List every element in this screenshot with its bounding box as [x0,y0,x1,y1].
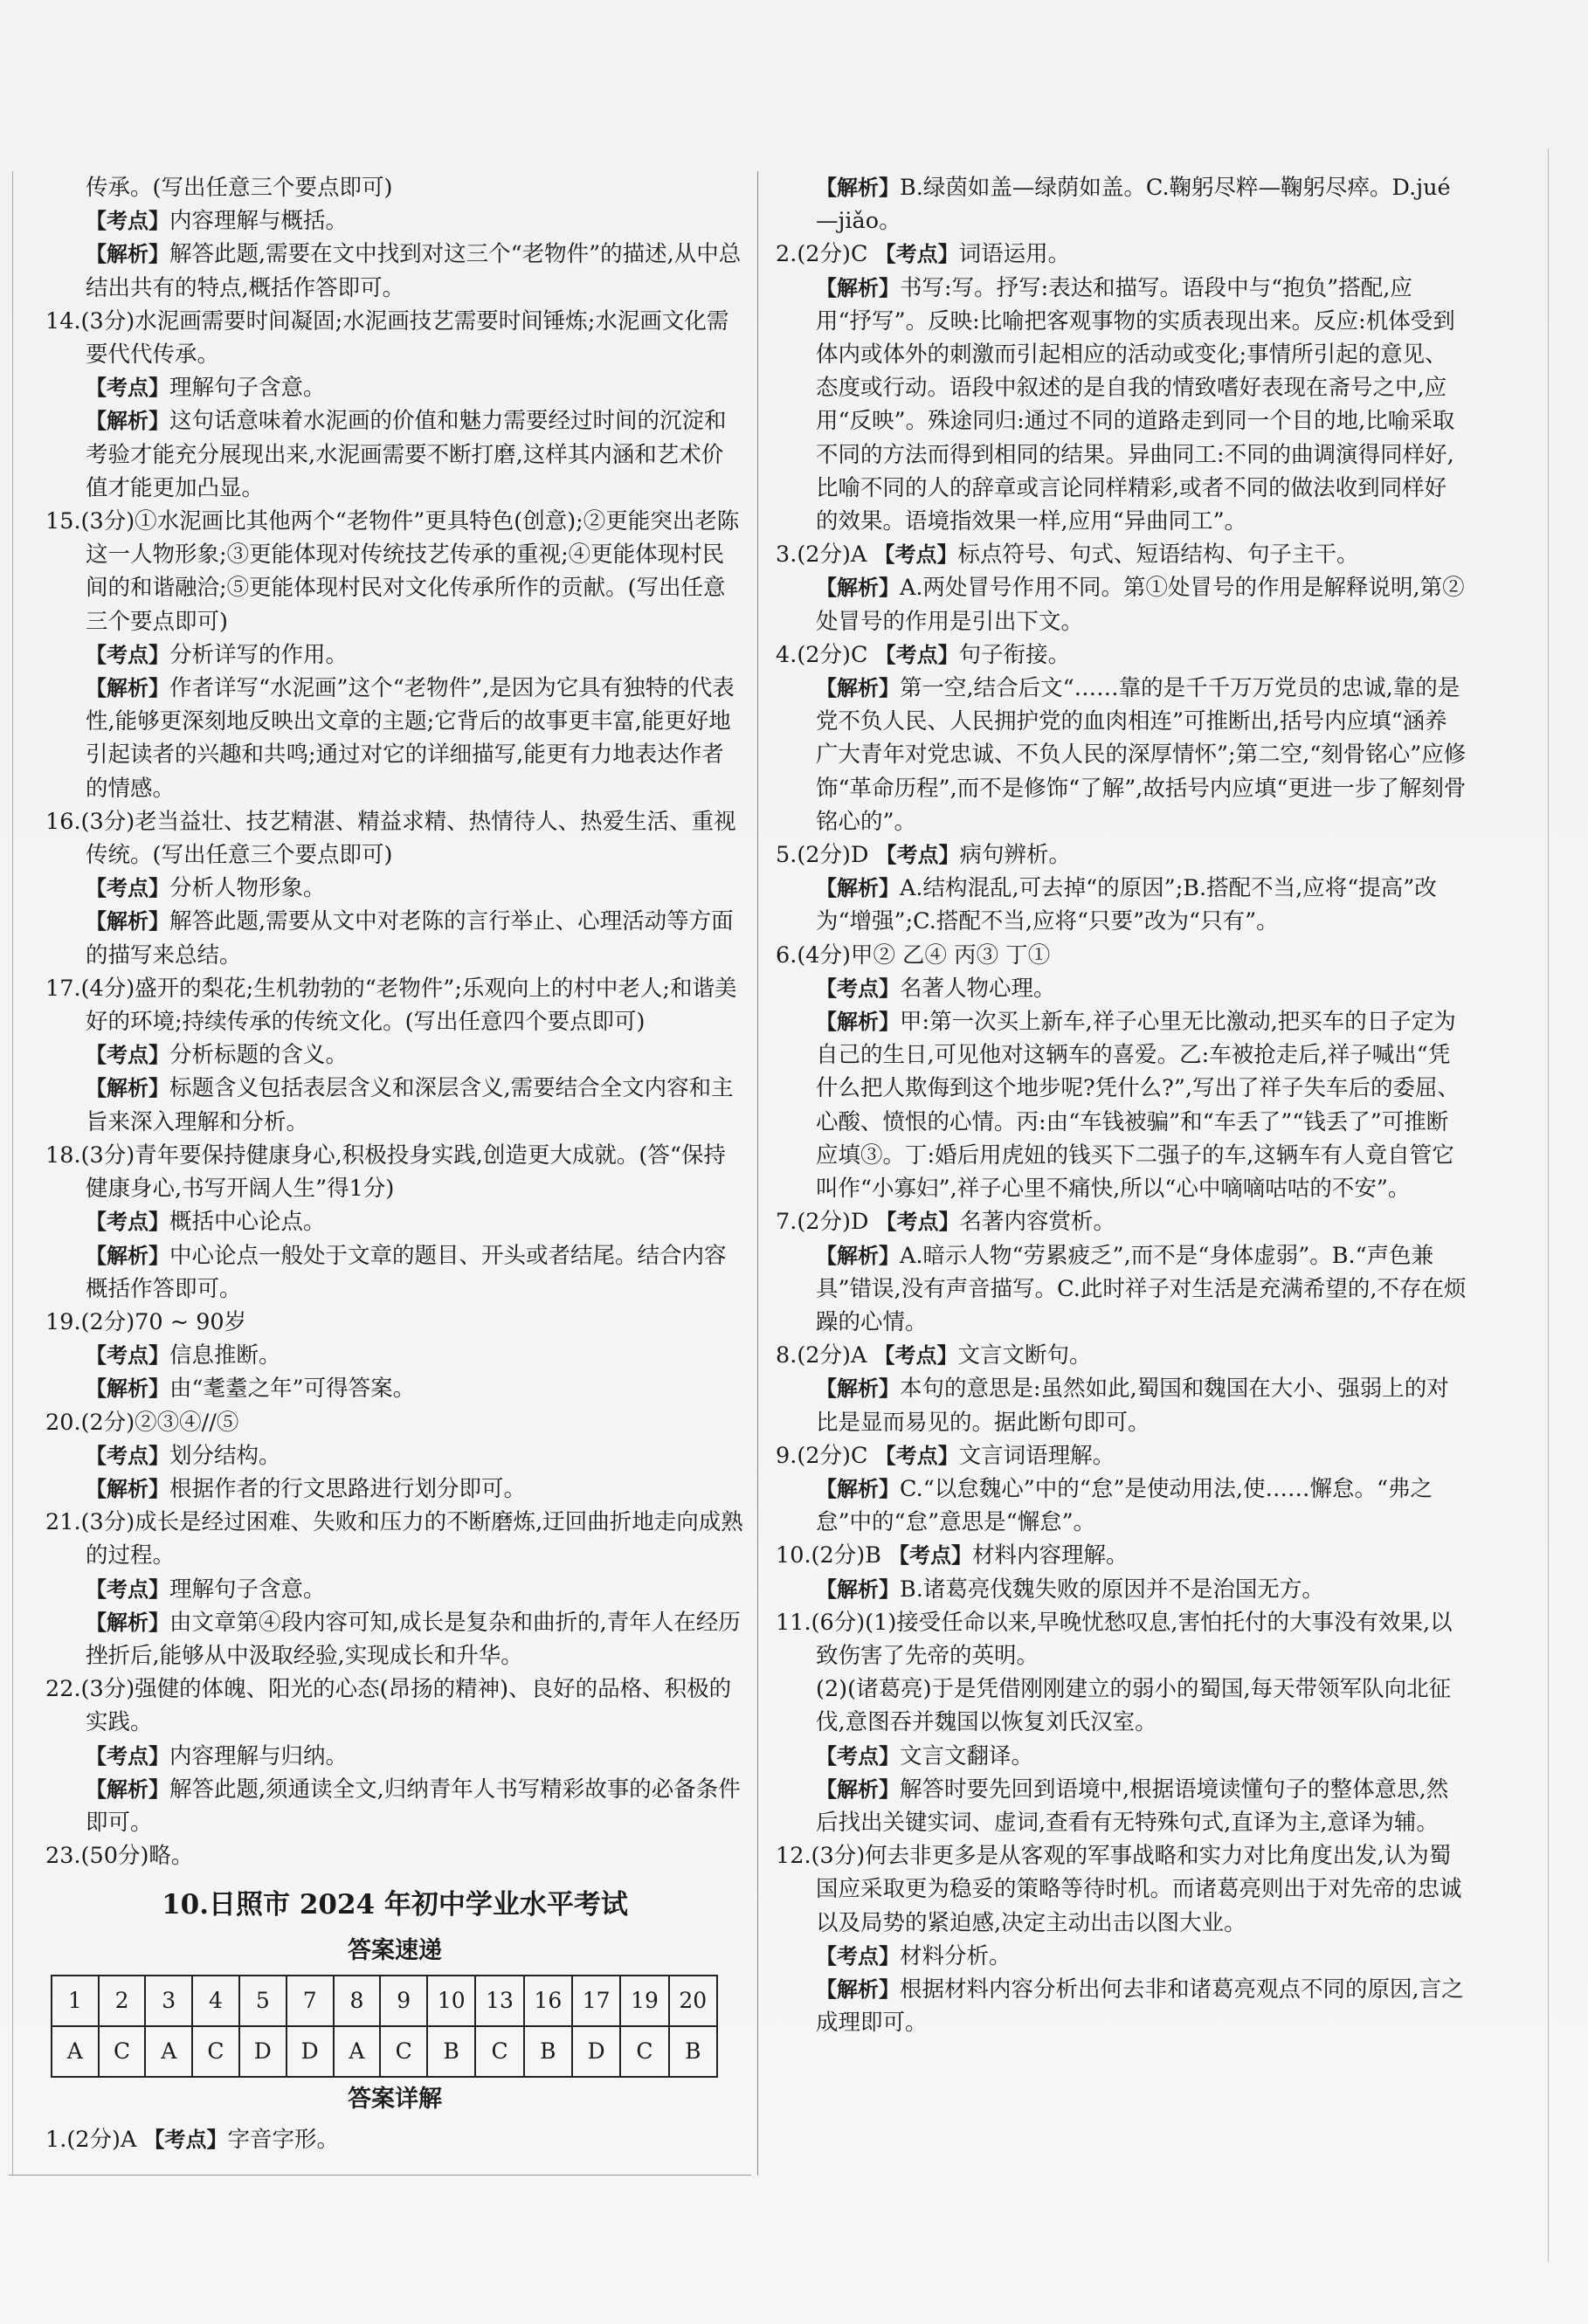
bottom-rule [9,2175,751,2176]
answer-table-number: 10 [427,1976,475,2026]
section-title: 10.日照市 2024 年初中学业水平考试 [162,1889,628,1921]
tag-label: 【解析】 [816,275,900,300]
analysis-line [45,1606,744,1672]
analysis-line [776,1940,1467,1973]
tag-label: 【解析】 [816,1576,900,1602]
analysis-line [776,872,1467,938]
tag-text: 分析标题的含义。 [169,1042,349,1069]
answer-table-number: 9 [380,1976,427,2026]
answer-table-answer: D [287,2026,334,2077]
question-answer [45,1306,744,1339]
analysis-line [776,1573,1467,1606]
question-number: 3.(2分)A [776,541,867,569]
tag-label: 【考点】 [86,1210,169,1235]
tag-text: 标题含义包括表层含义和深层含义,需要结合全文内容和主旨来深入理解和分析。 [86,1075,734,1135]
question-answer [776,838,1467,872]
tag-label: 【考点】 [816,976,900,1001]
answer-text: (2)(诸葛亮)于是凭借刚刚建立的弱小的蜀国,每天带领军队向北征伐,意图吞并魏国以恢复刘氏汉室。 [816,1676,1452,1736]
tag-label: 【解析】 [86,1476,169,1501]
analysis-line [776,1005,1467,1205]
question-answer [45,305,744,371]
analysis-line [45,1773,744,1839]
question-answer [776,238,1467,271]
analysis-line [45,1573,744,1606]
question-number: 9.(2分)C [776,1442,868,1469]
details-title: 答案详解 [348,2085,442,2113]
answer-text: 23.(50分)略。 [45,1843,194,1870]
answer-table-number: 5 [239,1976,287,2026]
answer-text: 6.(4分)甲② 乙④ 丙③ 丁① [776,941,1051,969]
tag-text: 甲:第一次买上新车,祥子心里无比激动,把买车的日子定为自己的生日,可见他对这辆车的喜爱。乙:车被抢走后,祥子喊出“凭什么把人欺侮到这个地步呢?凭什么?”,写出了祥子失车后的委屈、心酸、愤恨的心情。丙:由“车钱被骗”和“车丢了”“钱丢了”可推断应填③。丁:婚后用虎妞的钱买下二强子的车,这辆车有人竟自管它叫作“小寡妇”,祥子心里不痛快,所以“心中嘀嘀咕咕的不安”。 [816,1009,1460,1203]
answer-table-answer: A [334,2026,381,2077]
question-number: 7.(2分)D [776,1209,869,1236]
tag-label: 【考点】 [86,1576,169,1602]
answer-text: 11.(6分)(1)接受任命以来,早晚忧愁叹息,害怕托付的大事没有效果,以致伤害了先帝的英明。 [776,1609,1453,1669]
tag-text: 本句的意思是:虽然如此,蜀国和魏国在大小、强弱上的对比是显而易见的。据此断句即可。 [816,1376,1449,1436]
tag-label: 【解析】 [86,409,169,434]
tag-label: 【解析】 [816,1243,900,1268]
question-number: 2.(2分)C [776,241,868,268]
tag-text: 解答时要先回到语境中,根据语境读懂句子的整体意思,然后找出关键实词、虚词,查看有无特殊句式,直译为主,意译为辅。 [816,1776,1449,1836]
tag-label: 【考点】 [888,1543,973,1569]
answer-text: 16.(3分)老当益壮、技艺精湛、精益求精、热情待人、热爱生活、重视传统。(写出任意三个要点即可) [45,808,736,869]
answer-continuation [776,1672,1467,1739]
answer-table-number: 17 [572,1976,620,2026]
left-answer-list [45,171,744,1872]
tag-text: A.两处冒号作用不同。第①处冒号的作用是解释说明,第②处冒号的作用是引出下文。 [816,575,1465,635]
answer-text: 20.(2分)②③④//⑤ [45,1409,239,1436]
answer-continuation [45,171,744,204]
tag-label: 【考点】 [86,1343,169,1369]
tag-text: 第一空,结合后文“……靠的是千千万万党员的忠诚,靠的是党不负人民、人民拥护党的血肉相连”可推断出,括号内应填“涵养广大青年对党忠诚、不负人民的深厚情怀”;第二空,“刻骨铭心”应修饰“革命历程”,而不是修饰“了解”,故括号内应填“更进一步了解刻骨铭心的”。 [816,675,1467,835]
question-answer [45,1839,744,1872]
tag-label: 【考点】 [86,642,169,667]
analysis-line [45,1072,744,1138]
tag-text: 这句话意味着水泥画的价值和魅力需要经过时间的沉淀和考验才能充分展现出来,水泥画需要不断打磨,这样其内涵和艺术价值才能更加凸显。 [86,408,727,501]
tag-label: 【考点】 [143,2127,228,2152]
question-number: 5.(2分)D [776,842,869,869]
analysis-line [45,1038,744,1072]
left-margin-line [12,171,13,2176]
question-answer [45,1672,744,1739]
tag-text: 字音字形。 [227,2126,339,2153]
quick-answers-title: 答案速递 [348,1936,442,1964]
analysis-line [776,1472,1467,1539]
answer-table-number: 13 [475,1976,523,2026]
answer-table-answer: C [192,2026,239,2077]
answer-table-answer: C [380,2026,427,2077]
answer-table-answer: C [99,2026,146,2077]
tag-text: 由“耄耋之年”可得答案。 [169,1376,416,1403]
answer-table-number: 16 [524,1976,572,2026]
question-number: 4.(2分)C [776,641,868,668]
answer-table-answer: B [524,2026,572,2077]
answer-table-number: 8 [334,1976,381,2026]
tag-text: 解答此题,需要在文中找到对这三个“老物件”的描述,从中总结出共有的特点,概括作答即可。 [86,241,742,301]
analysis-line [776,171,1467,238]
question-answer [45,1406,744,1439]
tag-text: 标点符号、句式、短语结构、句子主干。 [957,541,1359,569]
tag-label: 【解析】 [816,1476,900,1501]
analysis-line [776,1372,1467,1438]
tag-text: 文言文断句。 [957,1342,1092,1369]
tag-label: 【考点】 [875,843,960,868]
tag-text: 文言文翻译。 [900,1742,1034,1769]
tag-text: C.“以怠魏心”中的“怠”是使动用法,使……懈怠。“弗之怠”中的“怠”意思是“懈怠”。 [816,1475,1433,1536]
tag-label: 【考点】 [873,542,958,568]
tag-label: 【考点】 [816,1943,900,1969]
answer-table-number: 2 [99,1976,146,2026]
analysis-line [45,1339,744,1372]
answer-table-number: 7 [287,1976,334,2026]
question-answer [776,1339,1467,1372]
answer-table-answer: C [475,2026,523,2077]
tag-label: 【解析】 [816,1376,900,1402]
analysis-line [45,404,744,505]
tag-text: 理解句子含意。 [169,1576,326,1603]
tag-label: 【考点】 [86,376,169,401]
answer-table-number: 3 [145,1976,192,2026]
analysis-line [776,1239,1467,1340]
answer-text: 15.(3分)①水泥画比其他两个“老物件”更具特色(创意);②更能突出老陈这一人物形象;③更能体现对传统技艺传承的重视;④更能体现村民间的和谐融洽;⑤更能体现村民对文化传承所作的贡献。(写出任意三个要点即可) [45,508,740,635]
tag-text: 信息推断。 [169,1342,281,1369]
analysis-line [45,1205,744,1238]
tag-text: 概括中心论点。 [169,1209,326,1236]
analysis-line [45,1372,744,1405]
tag-text: 中心论点一般处于文章的题目、开头或者结尾。结合内容概括作答即可。 [86,1242,727,1302]
tag-text: 作者详写“水泥画”这个“老物件”,是因为它具有独特的代表性,能够更深刻地反映出文章的主题;它背后的故事更丰富,能更好地引起读者的兴趣和共鸣;通过对它的详细描写,能更有力地表达作者的情感。 [86,675,735,802]
tag-text: 解答此题,需要从文中对老陈的言行举止、心理活动等方面的描写来总结。 [86,908,734,969]
tag-text: 名著内容赏析。 [959,1209,1116,1236]
answer-table-answer: D [239,2026,287,2077]
tag-text: 根据材料内容分析出何去非和诸葛亮观点不同的原因,言之成理即可。 [816,1976,1464,2037]
tag-label: 【解析】 [816,576,900,601]
tag-label: 【考点】 [874,1443,959,1468]
answer-table-answer: A [52,2026,99,2077]
question-answer [45,972,744,1038]
answer-text: 19.(2分)70 ~ 90岁 [45,1308,247,1335]
tag-label: 【考点】 [874,642,959,667]
tag-text: 内容理解与概括。 [169,208,349,235]
question-answer [776,1439,1467,1472]
tag-label: 【考点】 [875,1210,960,1235]
left-column [45,171,744,2156]
tag-label: 【解析】 [86,1376,169,1402]
tag-text: 分析人物形象。 [169,875,326,902]
tag-text: B.绿茵如盖—绿荫如盖。C.鞠躬尽粹—鞠躬尽瘁。D.jué—jiǎo。 [816,175,1451,235]
answer-table-number: 1 [52,1976,99,2026]
analysis-line [45,872,744,905]
answer-text: 21.(3分)成长是经过困难、失败和压力的不断磨炼,迂回曲折地走向成熟的过程。 [45,1509,743,1569]
answer-table [51,1975,718,2078]
tag-label: 【解析】 [816,1010,900,1035]
analysis-line [776,672,1467,838]
question-number: 10.(2分)B [776,1542,881,1569]
tag-text: 根据作者的行文思路进行划分即可。 [169,1475,527,1502]
answer-table-numbers-row [52,1976,717,2026]
question-answer [45,505,744,638]
question-answer [45,805,744,872]
analysis-line [45,238,744,304]
tag-label: 【考点】 [86,209,169,234]
tag-label: 【解析】 [86,909,169,934]
right-column [776,171,1467,2039]
tag-label: 【解析】 [86,1076,169,1101]
question-answer [776,538,1467,571]
analysis-line [45,638,744,672]
tag-label: 【考点】 [86,1443,169,1468]
tag-text: A.暗示人物“劳累疲乏”,而不是“身体虚弱”。B.“声色兼具”错误,没有声音描写。C.此时祥子对生活是充满希望的,不存在烦躁的心情。 [816,1242,1467,1335]
answer-table-answer: A [145,2026,192,2077]
answer-text: 传承。(写出任意三个要点即可) [86,175,393,201]
analysis-line [45,672,744,805]
tag-label: 【解析】 [816,876,900,901]
answer-table-answer: B [669,2026,717,2077]
analysis-line [776,571,1467,638]
tag-text: 解答此题,须通读全文,归纳青年人书写精彩故事的必备条件即可。 [86,1776,741,1836]
tag-label: 【解析】 [816,1976,900,2002]
tag-label: 【考点】 [816,1743,900,1769]
question-answer [776,1205,1467,1238]
tag-label: 【考点】 [874,242,959,267]
analysis-line [45,371,744,404]
analysis-line [776,972,1467,1005]
tag-label: 【考点】 [86,1743,169,1769]
tag-label: 【解析】 [86,1776,169,1802]
analysis-line [45,905,744,971]
answer-table-answer: B [427,2026,475,2077]
analysis-line [776,1973,1467,2039]
tag-text: 材料分析。 [900,1942,1011,1969]
answer-text: 18.(3分)青年要保持健康身心,积极投身实践,创造更大成就。(答“保持健康身心,书写开阔人生”得1分) [45,1141,726,1203]
right-margin-line [1548,148,1549,2262]
tag-label: 【解析】 [816,176,900,200]
tag-label: 【考点】 [873,1343,958,1369]
answer-text: 12.(3分)何去非更多是从客观的军事战略和实力对比角度出发,认为蜀国应采取更为稳妥的策略等待时机。而诸葛亮则出于对先帝的忠诚以及局势的紧迫感,决定主动出击以图大业。 [776,1843,1462,1936]
question-number: 8.(2分)A [776,1342,867,1369]
answer-table-answer: C [620,2026,668,2077]
column-divider [757,171,758,2176]
tag-text: 名著人物心理。 [900,975,1056,1002]
tag-text: 划分结构。 [169,1442,281,1469]
question-answer [776,1606,1467,1672]
analysis-line [776,1740,1467,1773]
tag-text: 词语运用。 [958,241,1071,268]
tag-text: A.结构混乱,可去掉“的原因”;B.搭配不当,应将“提高”改为“增强”;C.搭配不当,应将“只要”改为“只有”。 [816,875,1437,935]
tag-text: 材料内容理解。 [972,1542,1129,1569]
tag-text: 理解句子含意。 [169,375,326,402]
answer-table-number: 20 [669,1976,717,2026]
tag-label: 【考点】 [86,1043,169,1068]
analysis-line [776,1773,1467,1839]
tag-label: 【解析】 [86,242,169,267]
tag-label: 【解析】 [816,676,900,701]
answer-text: 14.(3分)水泥画需要时间凝固;水泥画技艺需要时间锤炼;水泥画文化需要代代传承。 [45,307,729,369]
analysis-line [45,1740,744,1773]
answer-text: 17.(4分)盛开的梨花;生机勃勃的“老物件”;乐观向上的村中老人;和谐美好的环境;持续传承的传统文化。(写出任意四个要点即可) [45,975,737,1036]
tag-text: 书写:写。抒写:表达和描写。语段中与“抱负”搭配,应用“抒写”。反映:比喻把客观事物的实质表现出来。反应:机体受到体内或体外的刺激而引起相应的活动或变化;事情所引起的意见、态度或行动。语段中叙述的是自我的情致嗜好表现在斋号之中,应用“反映”。殊途同归:通过不同的道路走到同一个目的地,比喻采取不同的方法而得到相同的结果。异曲同工:不同的曲调演得同样好,比喻不同的人的辞章或言论同样精彩,或者不同的做法收到同样好的效果。语境指效果一样,应用“异曲同工”。 [816,274,1455,535]
answer-item-1 [45,2123,744,2156]
tag-label: 【解析】 [86,676,169,701]
question-answer [776,939,1467,972]
question-answer [776,638,1467,672]
tag-text: 病句辨析。 [959,842,1072,869]
analysis-line [45,204,744,238]
tag-label: 【解析】 [86,1243,169,1268]
tag-text: 内容理解与归纳。 [169,1742,349,1769]
right-answer-list [776,171,1467,2039]
answer-table-answer: D [572,2026,620,2077]
question-answer [45,1139,744,1205]
tag-text: 分析详写的作用。 [169,641,349,668]
answer-table-answers-row [52,2026,717,2077]
question-answer [45,1506,744,1572]
analysis-line [45,1472,744,1506]
tag-text: B.诸葛亮伐魏失败的原因并不是治国无方。 [900,1576,1324,1603]
analysis-line [45,1439,744,1472]
tag-label: 【解析】 [86,1610,169,1635]
question-answer [776,1839,1467,1940]
tag-text: 句子衔接。 [958,641,1071,668]
answer-text: 22.(3分)强健的体魄、阳光的心态(昂扬的精神)、良好的品格、积极的实践。 [45,1676,732,1736]
question-answer [776,1539,1467,1572]
tag-text: 由文章第④段内容可知,成长是复杂和曲折的,青年人在经历挫折后,能够从中汲取经验,实现成长和升华。 [86,1609,741,1669]
tag-text: 文言词语理解。 [958,1442,1115,1469]
analysis-line [45,1239,744,1306]
tag-label: 【考点】 [86,876,169,901]
answer-table-number: 4 [192,1976,239,2026]
answer-table-number: 19 [620,1976,668,2026]
tag-label: 【解析】 [816,1776,900,1802]
analysis-line [776,272,1467,539]
question-number: 1.(2分)A [45,2126,137,2153]
